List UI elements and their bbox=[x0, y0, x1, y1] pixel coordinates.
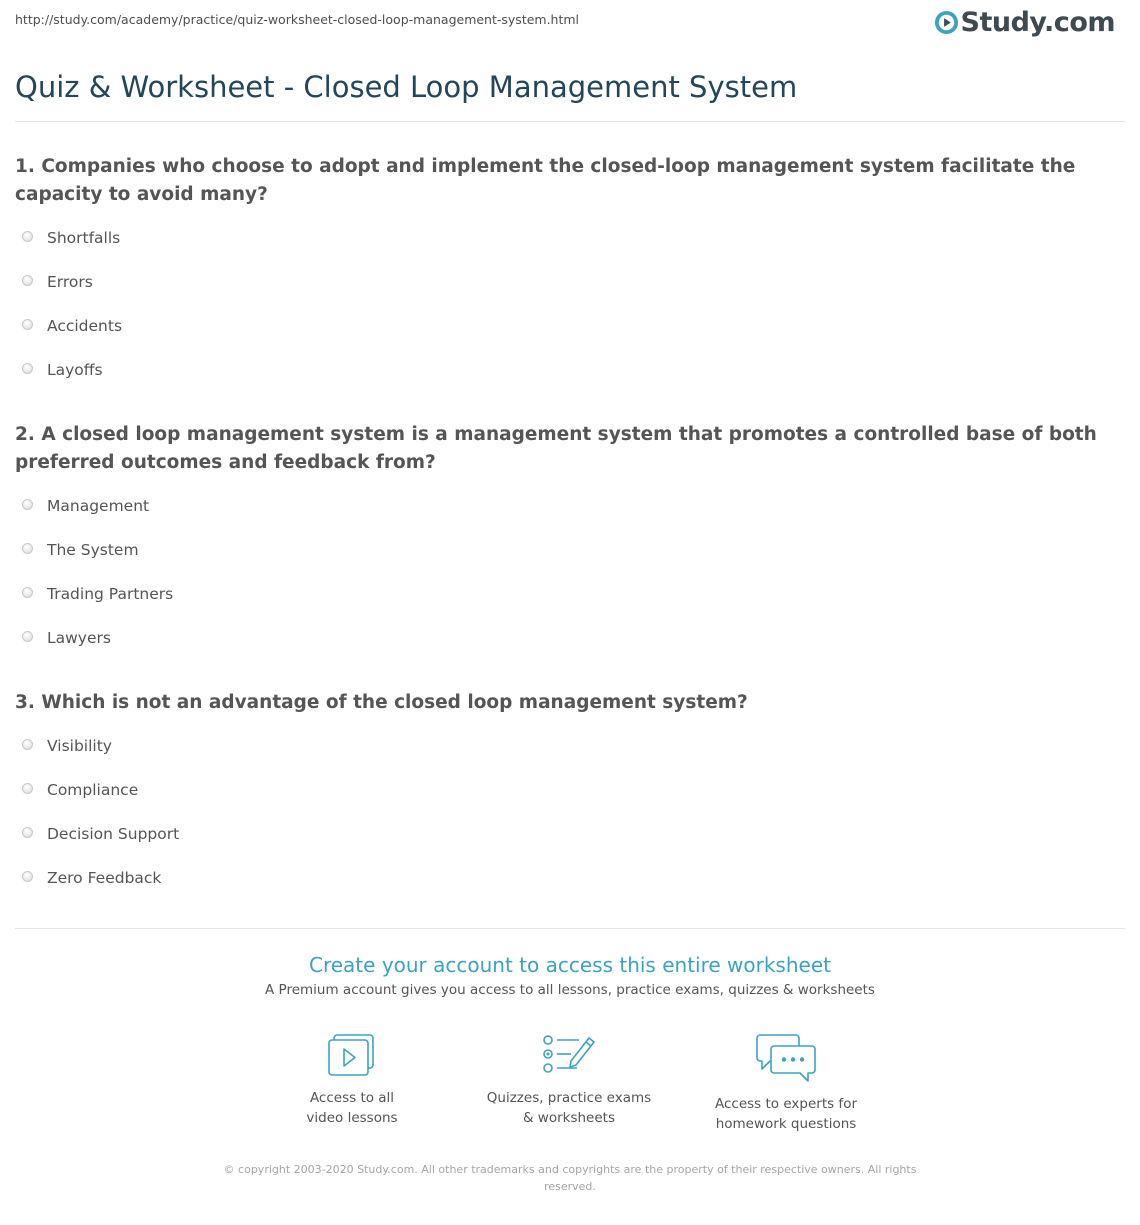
option-label: Errors bbox=[47, 273, 93, 291]
radio-button[interactable] bbox=[22, 871, 33, 882]
answer-option[interactable] bbox=[22, 358, 103, 382]
option-label: Zero Feedback bbox=[47, 869, 162, 887]
option-label: The System bbox=[47, 541, 139, 559]
option-label: Visibility bbox=[47, 737, 112, 755]
answer-option[interactable] bbox=[22, 582, 173, 606]
radio-button[interactable] bbox=[22, 739, 33, 750]
option-label: Management bbox=[47, 497, 150, 515]
radio-button[interactable] bbox=[22, 783, 33, 794]
answer-option[interactable] bbox=[22, 626, 111, 650]
logo-text: Study.com bbox=[960, 7, 1115, 38]
answer-option[interactable] bbox=[22, 734, 112, 758]
radio-button[interactable] bbox=[22, 275, 33, 286]
answer-option[interactable] bbox=[22, 270, 93, 294]
cta-divider bbox=[15, 928, 1125, 929]
radio-button[interactable] bbox=[22, 499, 33, 510]
option-label: Decision Support bbox=[47, 825, 180, 843]
play-circle-icon bbox=[934, 10, 959, 35]
question-1: 1. Companies who choose to adopt and implement the closed-loop management system facilitate the capacity to avoid many? bbox=[15, 156, 1076, 205]
feature-video-lessons bbox=[257, 1032, 447, 1128]
feature-quizzes bbox=[474, 1032, 664, 1128]
option-label: Compliance bbox=[47, 781, 139, 799]
feature-label: Access to all video lessons bbox=[306, 1090, 398, 1126]
radio-button[interactable] bbox=[22, 631, 33, 642]
top-bar bbox=[0, 0, 1140, 50]
feature-label: Access to experts for homework questions bbox=[714, 1096, 857, 1132]
feature-experts bbox=[691, 1032, 881, 1134]
answer-option[interactable] bbox=[22, 822, 179, 846]
radio-button[interactable] bbox=[22, 231, 33, 242]
answer-option[interactable] bbox=[22, 314, 122, 338]
cta-title[interactable]: Create your account to access this entire worksheet bbox=[309, 953, 831, 977]
radio-button[interactable] bbox=[22, 587, 33, 598]
answer-option[interactable] bbox=[22, 866, 161, 890]
copyright-text: © copyright 2003-2020 Study.com. All other trademarks and copyrights are the property of their respective owners. All rights reserved. bbox=[223, 1163, 917, 1193]
option-label: Trading Partners bbox=[47, 585, 174, 603]
answer-option[interactable] bbox=[22, 226, 120, 250]
option-label: Lawyers bbox=[47, 629, 111, 647]
feature-label: Quizzes, practice exams & worksheets bbox=[486, 1090, 652, 1126]
option-label: Shortfalls bbox=[47, 229, 121, 247]
chat-bubbles-icon bbox=[754, 1032, 818, 1084]
question-2: 2. A closed loop management system is a management system that promotes a controlled base of both preferred outcomes and feedback from? bbox=[15, 424, 1097, 473]
radio-button[interactable] bbox=[22, 363, 33, 374]
option-label: Layoffs bbox=[47, 361, 103, 379]
title-divider bbox=[15, 121, 1125, 122]
answer-option[interactable] bbox=[22, 778, 138, 802]
study-logo[interactable] bbox=[934, 7, 1115, 38]
radio-button[interactable] bbox=[22, 827, 33, 838]
radio-button[interactable] bbox=[22, 319, 33, 330]
answer-option[interactable] bbox=[22, 494, 149, 518]
answer-option[interactable] bbox=[22, 538, 139, 562]
question-3: 3. Which is not an advantage of the closed loop management system? bbox=[15, 692, 748, 713]
quiz-checklist-icon bbox=[541, 1032, 597, 1078]
radio-button[interactable] bbox=[22, 543, 33, 554]
video-lessons-icon bbox=[326, 1032, 378, 1078]
page-title: Quiz & Worksheet - Closed Loop Management System bbox=[15, 70, 798, 104]
page-url[interactable]: http://study.com/academy/practice/quiz-worksheet-closed-loop-management-system.html bbox=[15, 12, 580, 27]
cta-subtitle: A Premium account gives you access to all lessons, practice exams, quizzes & worksheets bbox=[265, 982, 875, 998]
option-label: Accidents bbox=[47, 317, 123, 335]
